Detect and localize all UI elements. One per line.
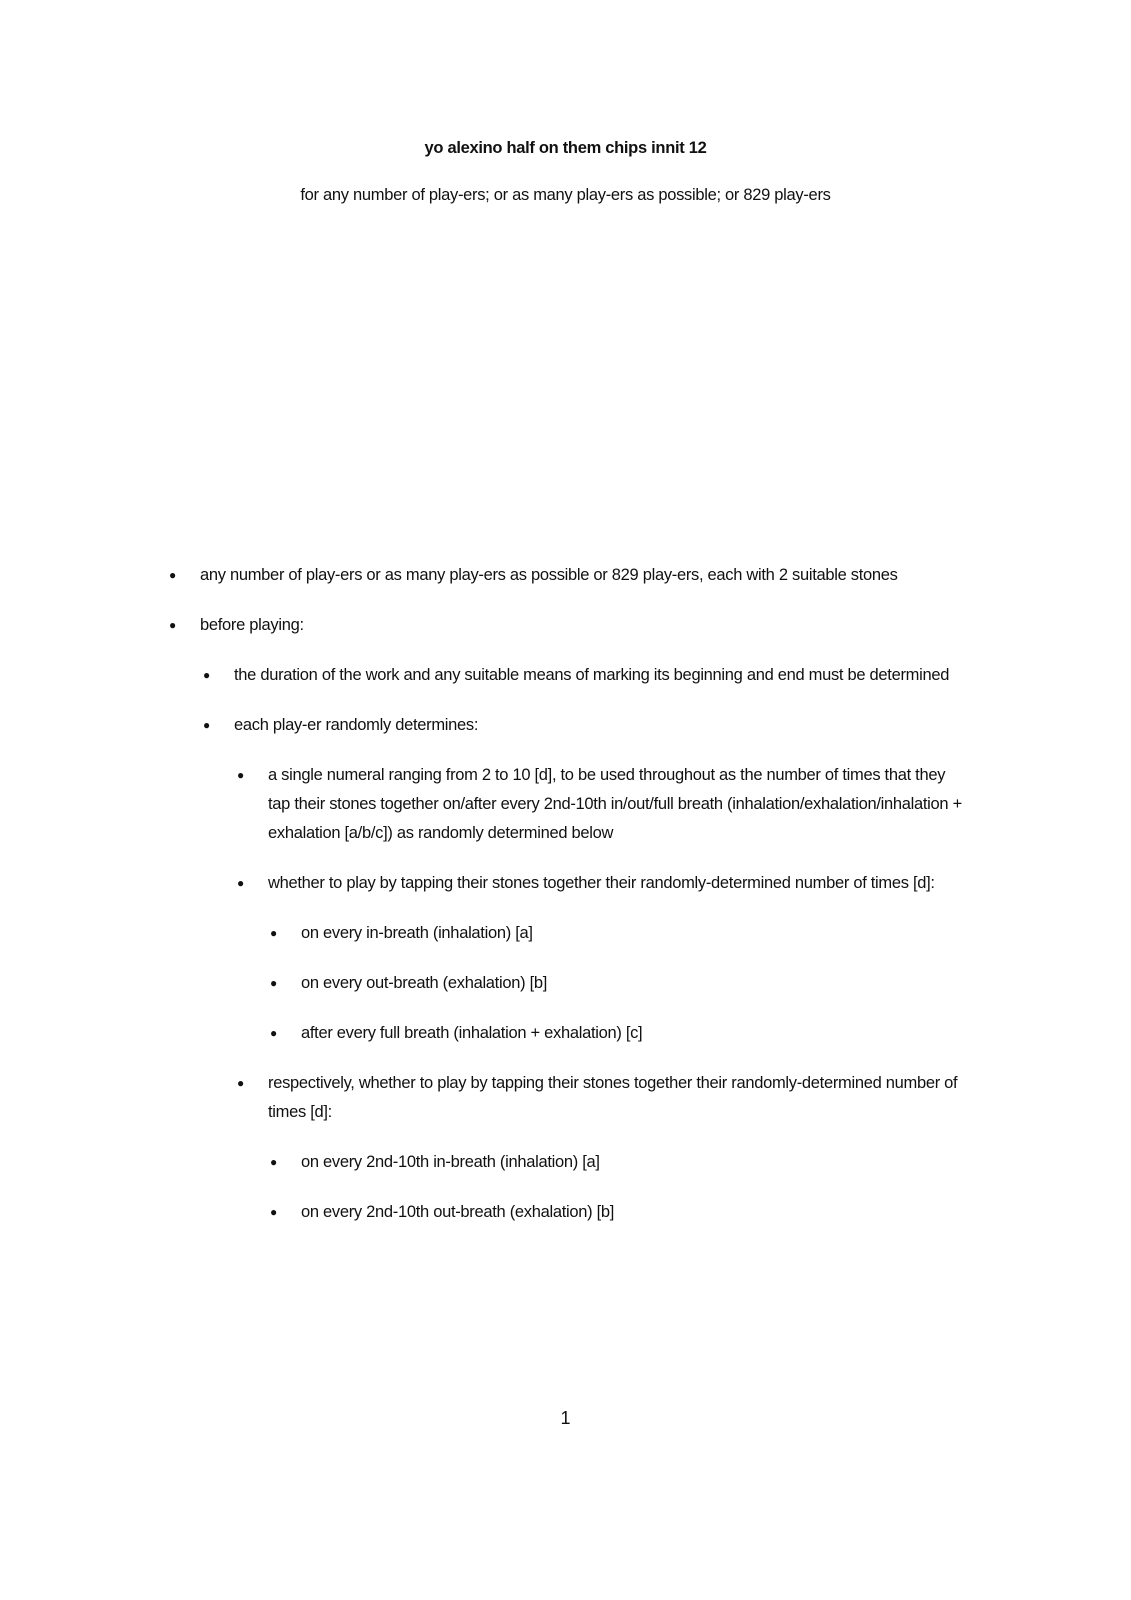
list-item	[270, 1198, 969, 1227]
bullet-icon: ●	[270, 1205, 277, 1219]
bullet-icon: ●	[237, 768, 244, 782]
document-title: yo alexino half on them chips innit 12	[424, 139, 707, 157]
bullet-icon: ●	[270, 976, 277, 990]
bullet-icon: ●	[203, 668, 210, 682]
bullet-icon: ●	[270, 1155, 277, 1169]
document-subtitle: for any number of play-ers; or as many play-ers as possible; or 829 play-ers	[300, 186, 831, 204]
list-item	[270, 1148, 969, 1177]
bullet-icon: ●	[237, 876, 244, 890]
page-number: 1	[560, 1408, 571, 1428]
bullet-icon: ●	[203, 718, 210, 732]
list-item	[169, 561, 970, 590]
list-item	[237, 761, 968, 848]
list-item	[270, 919, 969, 948]
list-item-text: on every 2nd-10th out-breath (exhalation) [b]	[301, 1203, 615, 1221]
list-item-text: on every out-breath (exhalation) [b]	[301, 974, 548, 992]
bullet-icon: ●	[270, 1026, 277, 1040]
list-item-text: any number of play-ers or as many play-ers as possible or 829 play-ers, each with 2 suitable stones	[200, 566, 898, 584]
list-item-text: whether to play by tapping their stones together their randomly-determined number of times [d]:	[268, 874, 935, 892]
instruction-list	[0, 561, 1131, 1248]
list-item	[203, 661, 970, 690]
list-item	[270, 1019, 969, 1048]
list-item	[203, 711, 970, 740]
list-item	[169, 611, 970, 640]
list-item-text: after every full breath (inhalation + exhalation) [c]	[301, 1024, 643, 1042]
bullet-icon: ●	[169, 568, 176, 582]
bullet-icon: ●	[237, 1076, 244, 1090]
list-item	[237, 1069, 968, 1127]
list-item-text: respectively, whether to play by tapping their stones together their randomly-determined number of times [d]:	[268, 1074, 958, 1121]
list-item-text: each play-er randomly determines:	[234, 716, 479, 734]
list-item-text: on every in-breath (inhalation) [a]	[301, 924, 533, 942]
list-item	[270, 969, 969, 998]
list-item-text: the duration of the work and any suitable means of marking its beginning and end must be determined	[234, 666, 950, 684]
list-item-text: before playing:	[200, 616, 304, 634]
bullet-icon: ●	[270, 926, 277, 940]
list-item-text: a single numeral ranging from 2 to 10 [d], to be used throughout as the number of times that they tap their stones together on/after every 2nd-10th in/out/full breath (inhalation/exhalation/inhalation + exhalation [a/b/c]) as randomly determined below	[268, 766, 962, 842]
bullet-icon: ●	[169, 618, 176, 632]
list-item-text: on every 2nd-10th in-breath (inhalation) [a]	[301, 1153, 600, 1171]
list-item	[237, 869, 968, 898]
